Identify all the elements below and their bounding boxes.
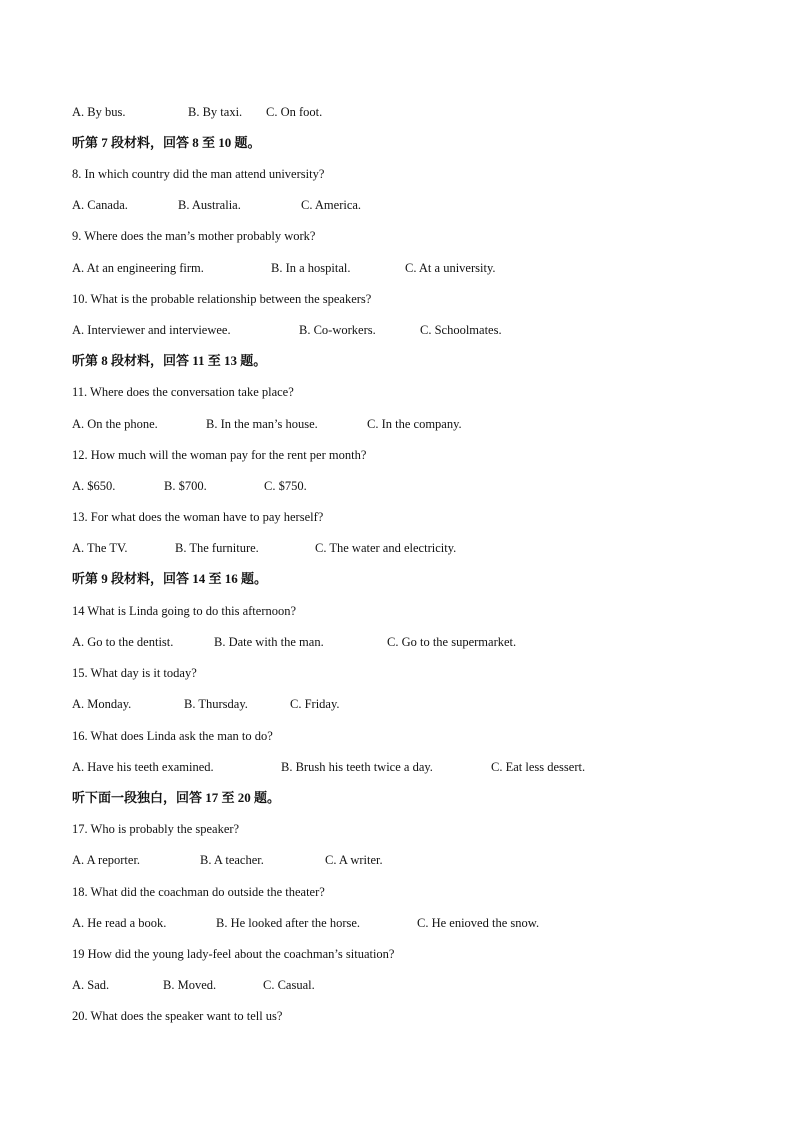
q8-question: 8. In which country did the man attend university? — [72, 167, 325, 181]
q10-option-c: C. Schoolmates. — [420, 323, 502, 337]
q14-option-b: B. Date with the man. — [214, 635, 324, 649]
q13-question: 13. For what does the woman have to pay herself? — [72, 510, 324, 524]
q10-option-a: A. Interviewer and interviewee. — [72, 323, 231, 337]
section-10-header: 听下面一段独白，回答 17 至 20 题。 — [72, 790, 281, 805]
q16-option-a: A. Have his teeth examined. — [72, 760, 214, 774]
q8-option-a: A. Canada. — [72, 198, 128, 212]
q15-option-c: C. Friday. — [290, 697, 340, 711]
q14-question: 14 What is Linda going to do this afternoon? — [72, 604, 297, 618]
q17-question: 17. Who is probably the speaker? — [72, 822, 240, 836]
q9-option-c: C. At a university. — [405, 261, 496, 275]
q12-option-c: C. $750. — [264, 479, 307, 493]
q20-question: 20. What does the speaker want to tell us? — [72, 1009, 283, 1023]
q11-question: 11. Where does the conversation take place? — [72, 385, 294, 399]
q18-option-a: A. He read a book. — [72, 916, 167, 930]
q7-option-c: C. On foot. — [266, 105, 323, 119]
q13-option-a: A. The TV. — [72, 541, 128, 555]
q14-option-c: C. Go to the supermarket. — [387, 635, 517, 649]
q8-option-b: B. Australia. — [178, 198, 241, 212]
q9-option-b: B. In a hospital. — [271, 261, 351, 275]
q9-question: 9. Where does the man’s mother probably work? — [72, 229, 316, 243]
q11-option-a: A. On the phone. — [72, 417, 158, 431]
q12-option-a: A. $650. — [72, 479, 116, 493]
q13-option-b: B. The furniture. — [175, 541, 259, 555]
q17-option-b: B. A teacher. — [200, 853, 264, 867]
q13-option-c: C. The water and electricity. — [315, 541, 457, 555]
q19-option-b: B. Moved. — [163, 978, 217, 992]
q7-option-a: A. By bus. — [72, 105, 126, 119]
q15-option-b: B. Thursday. — [184, 697, 248, 711]
q17-option-a: A. A reporter. — [72, 853, 141, 867]
q18-option-b: B. He looked after the horse. — [216, 916, 361, 930]
section-7-header: 听第 7 段材料，回答 8 至 10 题。 — [72, 135, 261, 150]
q19-question: 19 How did the young lady-feel about the coachman’s situation? — [72, 947, 395, 961]
q16-option-b: B. Brush his teeth twice a day. — [281, 760, 433, 774]
q16-question: 16. What does Linda ask the man to do? — [72, 729, 273, 743]
q14-option-a: A. Go to the dentist. — [72, 635, 174, 649]
q18-option-c: C. He enioved the snow. — [417, 916, 540, 930]
q19-option-c: C. Casual. — [263, 978, 315, 992]
q15-option-a: A. Monday. — [72, 697, 132, 711]
q10-question: 10. What is the probable relationship between the speakers? — [72, 292, 372, 306]
q11-option-c: C. In the company. — [367, 417, 462, 431]
section-9-header: 听第 9 段材料，回答 14 至 16 题。 — [72, 571, 268, 586]
q16-option-c: C. Eat less dessert. — [491, 760, 586, 774]
q11-option-b: B. In the man’s house. — [206, 417, 318, 431]
q7-option-b: B. By taxi. — [188, 105, 243, 119]
q15-question: 15. What day is it today? — [72, 666, 197, 680]
q8-option-c: C. America. — [301, 198, 362, 212]
section-8-header: 听第 8 段材料，回答 11 至 13 题。 — [72, 353, 267, 368]
q9-option-a: A. At an engineering firm. — [72, 261, 204, 275]
q17-option-c: C. A writer. — [325, 853, 383, 867]
q18-question: 18. What did the coachman do outside the theater? — [72, 885, 325, 899]
q12-option-b: B. $700. — [164, 479, 207, 493]
q12-question: 12. How much will the woman pay for the rent per month? — [72, 448, 367, 462]
q10-option-b: B. Co-workers. — [299, 323, 376, 337]
q19-option-a: A. Sad. — [72, 978, 110, 992]
